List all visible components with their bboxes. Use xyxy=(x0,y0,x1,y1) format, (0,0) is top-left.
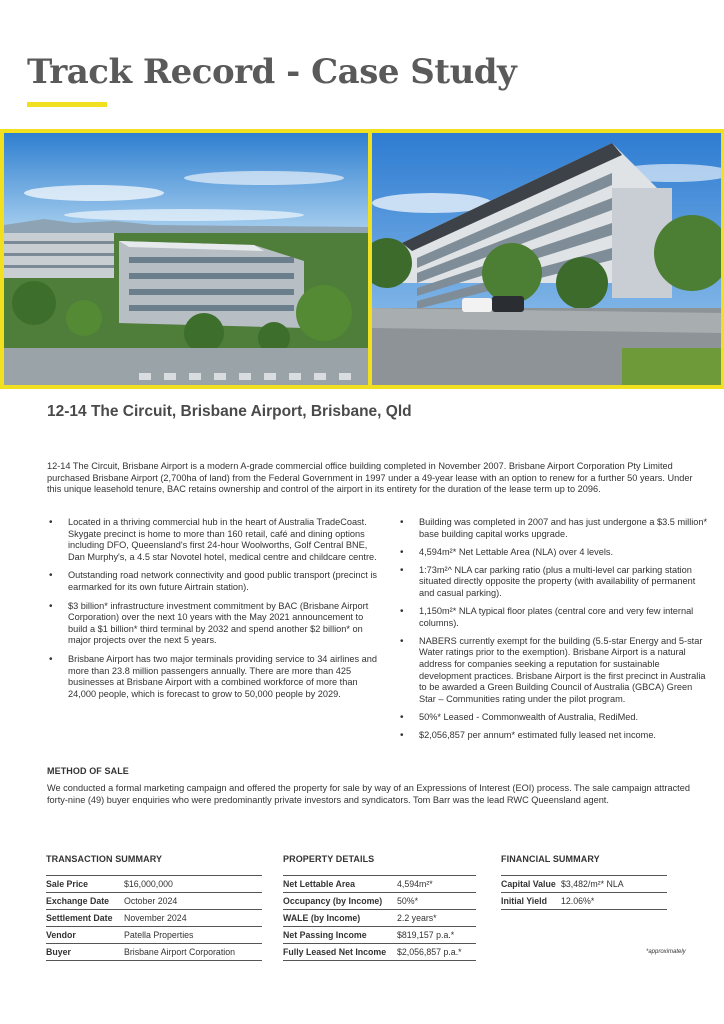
row-value: 50%* xyxy=(395,893,476,910)
title-underline xyxy=(27,102,107,107)
method-of-sale-heading: METHOD OF SALE xyxy=(47,766,129,776)
table-row xyxy=(283,910,476,927)
property-title: 12-14 The Circuit, Brisbane Airport, Brisbane, Qld xyxy=(47,403,412,420)
list-item: • Outstanding road network connectivity and good public transport (precinct is earmarked for its own future Airtrain station). xyxy=(47,570,377,593)
table-row xyxy=(501,893,667,910)
table-row xyxy=(46,910,262,927)
financial-summary-table xyxy=(501,875,667,910)
row-value: 4,594m²* xyxy=(395,876,476,893)
footnote: *approximately xyxy=(646,949,686,955)
row-value: November 2024 xyxy=(122,910,262,927)
list-item: • NABERS currently exempt for the building (5.5-star Energy and 5-star Water ratings prior to the exemption). Brisbane Airport is a natural address for companies seeking a reputation for sustainable development practices. Brisbane Airport is the first precinct in Australia to be awarded a Green Building Council of Australia (GBCA) Green Star – Communities rating under the pilot program. xyxy=(398,636,708,706)
page-title: Track Record - Case Study xyxy=(27,52,517,92)
list-item: • 50%* Leased - Commonwealth of Australia, RediMed. xyxy=(398,712,708,724)
row-label: Initial Yield xyxy=(501,893,559,910)
list-item: • Brisbane Airport has two major terminals providing service to 34 airlines and more than 23.8 million passengers annually. There are more than 425 businesses at Brisbane Airport with a combined workforce of more than 24,000 people, which is forecast to grow to 50,000 people by 2029. xyxy=(47,654,377,700)
table-row xyxy=(283,893,476,910)
row-label: Settlement Date xyxy=(46,910,122,927)
photo-strip xyxy=(0,129,724,389)
row-label: Sale Price xyxy=(46,876,122,893)
row-label: Net Lettable Area xyxy=(283,876,395,893)
row-value: $16,000,000 xyxy=(122,876,262,893)
financial-summary-heading: FINANCIAL SUMMARY xyxy=(501,854,600,864)
row-value: $2,056,857 p.a.* xyxy=(395,944,476,961)
list-item: • 1,150m²* NLA typical floor plates (central core and very few internal columns). xyxy=(398,606,708,629)
row-value: Brisbane Airport Corporation xyxy=(122,944,262,961)
method-of-sale-text: We conducted a formal marketing campaign and offered the property for sale by way of an Expressions of Interest (EOI) process. The sale campaign attracted forty-nine (49) buyer enquiries who were predominantly private investors and syndicators. Tom Barr was the lead RWC Queensland agent. xyxy=(47,783,690,805)
transaction-summary-table xyxy=(46,875,262,961)
row-label: Occupancy (by Income) xyxy=(283,893,395,910)
street-building-photo xyxy=(372,133,721,385)
highlights-left xyxy=(47,517,377,707)
highlights-right xyxy=(398,517,708,748)
row-label: WALE (by Income) xyxy=(283,910,395,927)
table-row xyxy=(46,944,262,961)
list-item: • Building was completed in 2007 and has just undergone a $3.5 million* base building capital works upgrade. xyxy=(398,517,708,540)
property-intro: 12-14 The Circuit, Brisbane Airport is a modern A-grade commercial office building completed in November 2007. Brisbane Airport Corporation Pty Limited purchased Brisbane Airport (2,700ha of land) from the Federal Government in 1997 under a 49-year lease with an option to renew for a further 50 years. Under this unique leasehold tenure, BAC retains ownership and control of the airport in its entirety for the duration of the lease term up to 2096. xyxy=(47,461,693,495)
table-row xyxy=(501,876,667,893)
row-label: Fully Leased Net Income xyxy=(283,944,395,961)
table-row xyxy=(283,876,476,893)
list-item: • $2,056,857 per annum* estimated fully leased net income. xyxy=(398,730,708,742)
table-row xyxy=(46,876,262,893)
list-item: • 1:73m²^ NLA car parking ratio (plus a multi-level car parking station situated directly opposite the property (with availability of permanent and casual parking). xyxy=(398,565,708,600)
table-row xyxy=(46,927,262,944)
row-value: October 2024 xyxy=(122,893,262,910)
row-label: Net Passing Income xyxy=(283,927,395,944)
transaction-summary-heading: TRANSACTION SUMMARY xyxy=(46,854,163,864)
property-details-heading: PROPERTY DETAILS xyxy=(283,854,375,864)
table-row xyxy=(46,893,262,910)
list-item: • Located in a thriving commercial hub in the heart of Australia TradeCoast. Skygate precinct is home to more than 160 retail, café and dining options including DFO, Queensland's first 24-hour Woolworths, Golf Central BNE, Dan Murphy's, a 4.5 star Novotel hotel, medical centre and childcare centre. xyxy=(47,517,377,563)
row-value: $3,482/m²* NLA xyxy=(559,876,667,893)
row-label: Vendor xyxy=(46,927,122,944)
row-value: 2.2 years* xyxy=(395,910,476,927)
row-label: Exchange Date xyxy=(46,893,122,910)
list-item: • $3 billion* infrastructure investment commitment by BAC (Brisbane Airport Corporation) over the next 10 years with the May 2021 announcement to build a $1 billion* third terminal by 2032 and spend another $2 billion* on major projects over the next 5 years. xyxy=(47,601,377,647)
table-row xyxy=(283,944,476,961)
row-value: Patella Properties xyxy=(122,927,262,944)
row-label: Buyer xyxy=(46,944,122,961)
aerial-building-photo xyxy=(4,133,368,385)
table-row xyxy=(283,927,476,944)
property-details-table xyxy=(283,875,476,961)
row-value: $819,157 p.a.* xyxy=(395,927,476,944)
list-item: • 4,594m²* Net Lettable Area (NLA) over 4 levels. xyxy=(398,547,708,559)
row-label: Capital Value xyxy=(501,876,559,893)
row-value: 12.06%* xyxy=(559,893,667,910)
